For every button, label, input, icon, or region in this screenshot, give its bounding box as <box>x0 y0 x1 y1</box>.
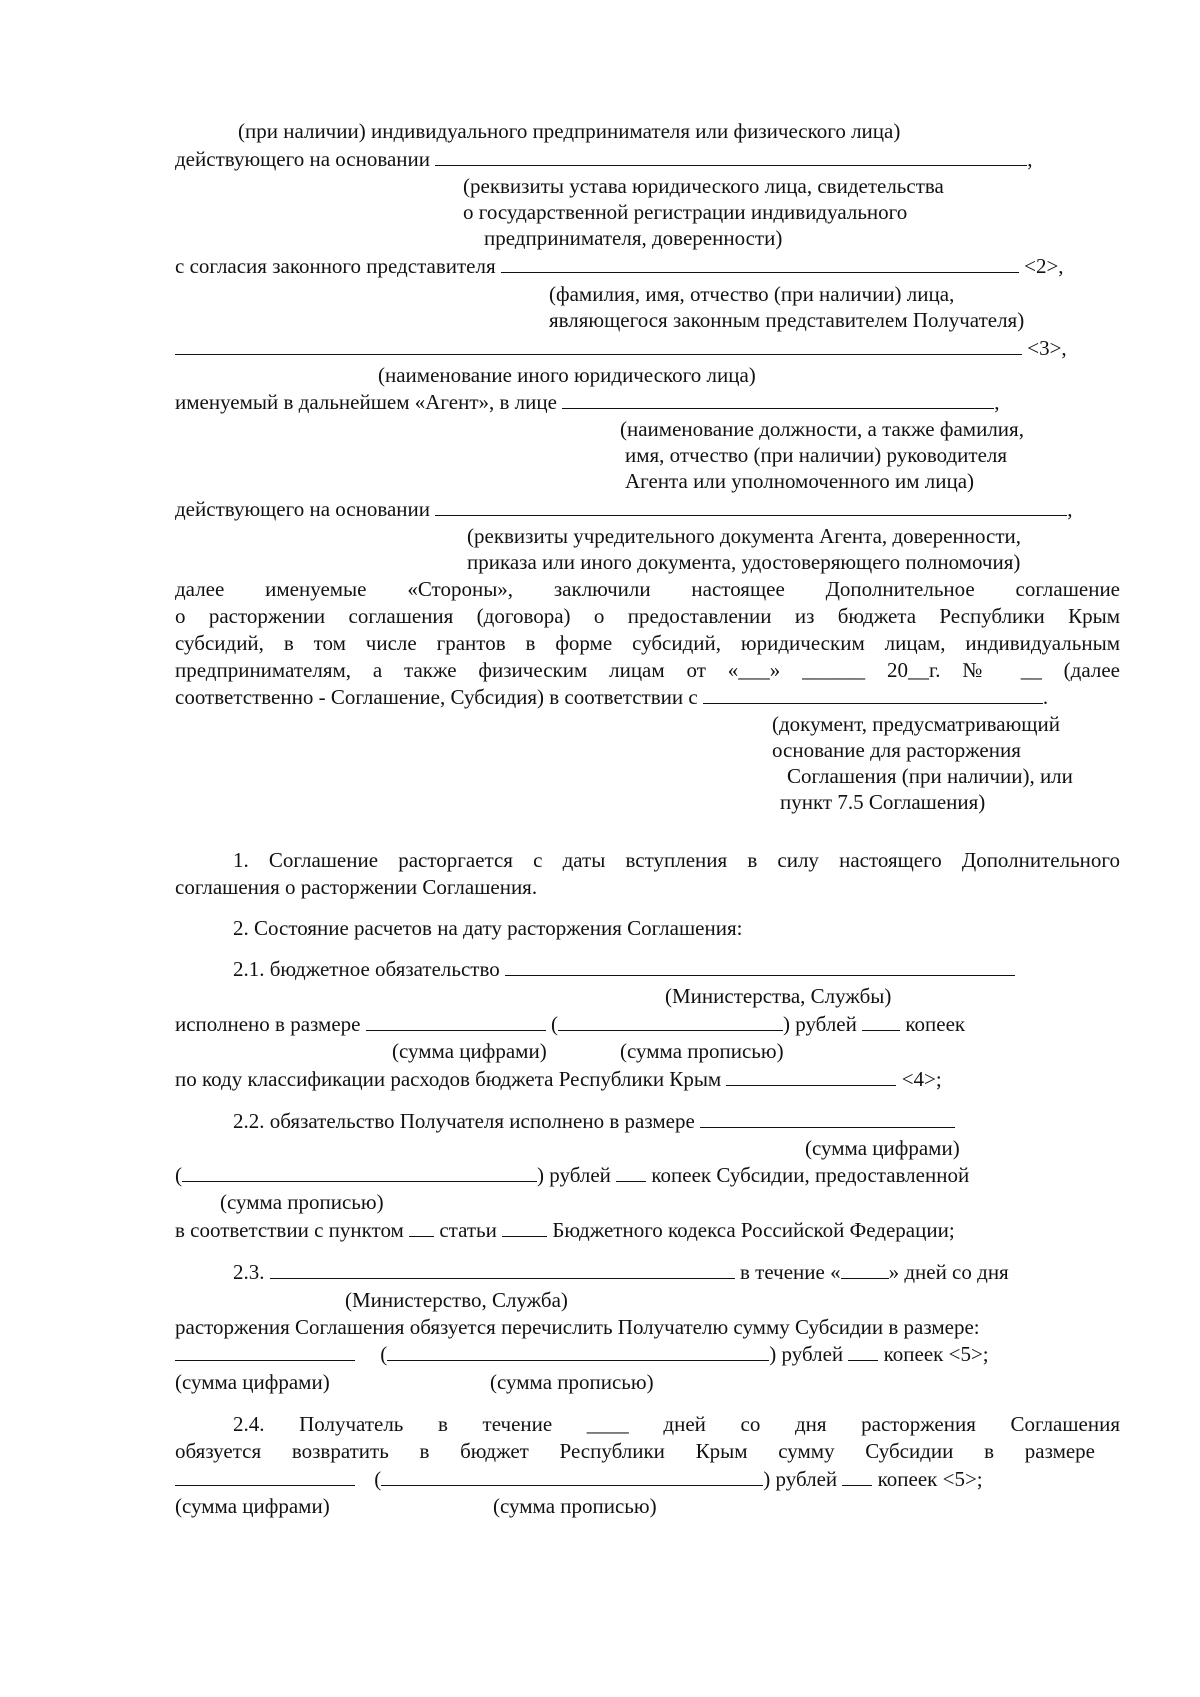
line-individual-note: (при наличии) индивидуального предпринимателя или физического лица) <box>238 119 901 143</box>
caption-agent-2: имя, отчество (при наличии) руководителя <box>625 443 1008 467</box>
section-2-2: 2.2. обязательство Получателя исполнено в размере <box>233 1108 955 1134</box>
caption-2-4-digits: (сумма цифрами) <box>175 1494 330 1518</box>
caption-ministry: (Министерства, Службы) <box>665 984 892 1008</box>
section-2-2-amount: ( ) рублей копеек Субсидии, предоставленной <box>175 1163 970 1187</box>
section-2-3-amount: ( ) рублей копеек <5>; <box>175 1341 989 1367</box>
paragraph-parties-4: предпринимателям, а также физическим лицам от «___» ______ 20__г. № __ (далее <box>175 658 1120 682</box>
line-agent-named: именуемый в дальнейшем «Агент», в лице , <box>175 390 1000 414</box>
line-acting-basis: действующего на основании , <box>175 147 1033 171</box>
caption-agent-3: Агента или уполномоченного им лица) <box>625 469 975 493</box>
caption-2-3-ministry: (Министерство, Служба) <box>345 1288 568 1312</box>
caption-2-3-digits: (сумма цифрами) <box>175 1370 330 1394</box>
section-2-4-amount: ( ) рублей копеек <5>; <box>175 1466 983 1492</box>
caption-2-3-words: (сумма прописью) <box>490 1370 654 1394</box>
caption-2-4-words: (сумма прописью) <box>493 1494 657 1518</box>
section-2-2-article: в соответствии с пунктом статьи Бюджетного кодекса Российской Федерации; <box>175 1218 955 1242</box>
section-1-line-1: 1. Соглашение расторгается с даты вступления в силу настоящего Дополнительного <box>233 848 1120 872</box>
section-2-1-amount: исполнено в размере ( ) рублей копеек <box>175 1012 966 1036</box>
caption-agent-1: (наименование должности, а также фамилия, <box>620 417 1024 441</box>
caption-agent-doc-2: приказа или иного документа, удостоверяющего полномочия) <box>467 550 1021 574</box>
paragraph-parties-1: далее именуемые «Стороны», заключили настоящее Дополнительное соглашение <box>175 577 1120 601</box>
caption-charter-1: (реквизиты устава юридического лица, свидетельства <box>463 174 944 198</box>
caption-other-entity: (наименование иного юридического лица) <box>378 363 756 387</box>
caption-representative-1: (фамилия, имя, отчество (при наличии) лица, <box>549 282 955 306</box>
paragraph-parties-2: о расторжении соглашения (договора) о предоставлении из бюджета Республики Крым <box>175 604 1120 628</box>
caption-document-2: основание для расторжения <box>772 738 1021 762</box>
section-2-3-text: расторжения Соглашения обязуется перечислить Получателю сумму Субсидии в размере: <box>175 1315 980 1339</box>
caption-2-2-digits: (сумма цифрами) <box>805 1136 960 1160</box>
caption-document-4: пункт 7.5 Соглашения) <box>780 790 986 814</box>
caption-agent-doc-1: (реквизиты учредительного документа Агента, доверенности, <box>467 524 1021 548</box>
line-other-entity: <3>, <box>175 335 1067 361</box>
section-2-4-line-2: обязуется возвратить в бюджет Республики Крым сумму Субсидии в размере <box>175 1439 1095 1463</box>
section-1-line-2: соглашения о расторжении Соглашения. <box>175 875 538 899</box>
section-2-1: 2.1. бюджетное обязательство <box>233 956 1015 982</box>
caption-2-2-words: (сумма прописью) <box>220 1190 384 1214</box>
line-agent-basis: действующего на основании , <box>175 497 1073 521</box>
section-2-title: 2. Состояние расчетов на дату расторжения Соглашения: <box>233 916 743 940</box>
caption-sum-words: (сумма прописью) <box>620 1039 784 1063</box>
section-2-1-code: по коду классификации расходов бюджета Республики Крым <4>; <box>175 1067 942 1091</box>
caption-document-3: Соглашения (при наличии), или <box>787 764 1073 788</box>
paragraph-parties-5: соответственно - Соглашение, Субсидия) в соответствии с . <box>175 685 1049 709</box>
caption-sum-digits: (сумма цифрами) <box>392 1039 547 1063</box>
caption-charter-3: предпринимателя, доверенности) <box>484 226 783 250</box>
caption-charter-2: о государственной регистрации индивидуального <box>463 200 908 224</box>
caption-document-1: (документ, предусматривающий <box>772 712 1060 736</box>
line-legal-representative: с согласия законного представителя <2>, <box>175 254 1064 278</box>
section-2-4-line-1: 2.4. Получатель в течение ____ дней со дня расторжения Соглашения <box>233 1412 1120 1436</box>
paragraph-parties-3: субсидий, в том числе грантов в форме субсидий, юридическим лицам, индивидуальным <box>175 631 1120 655</box>
section-2-3: 2.3. в течение « » дней со дня <box>233 1260 1009 1284</box>
caption-representative-2: являющегося законным представителем Получателя) <box>549 308 1025 332</box>
